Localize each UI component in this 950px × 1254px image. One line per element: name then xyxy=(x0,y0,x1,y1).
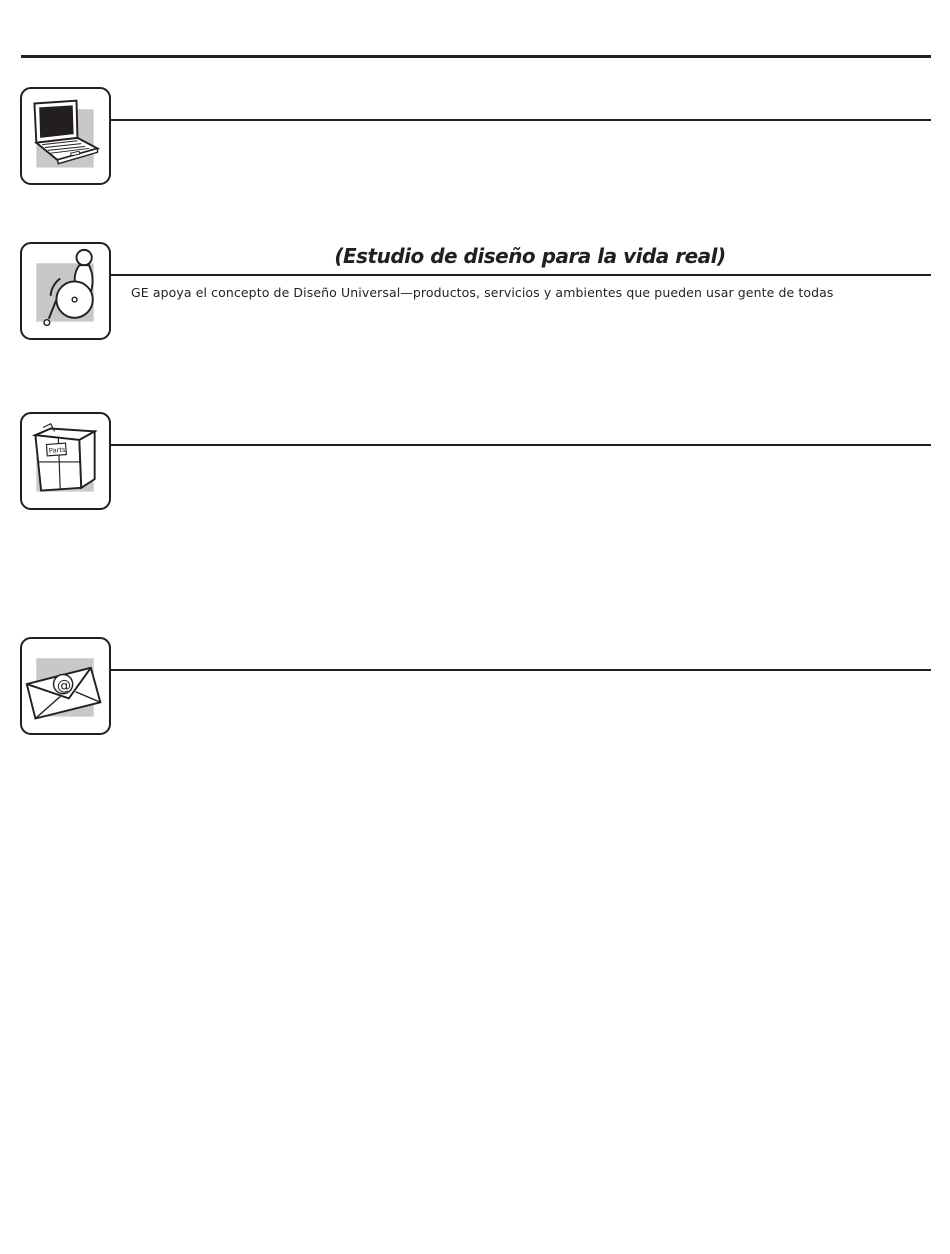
parts-box-icon xyxy=(22,414,109,508)
parts-box-icon-box xyxy=(20,412,111,510)
wheelchair-icon-box xyxy=(20,242,111,340)
section-rule xyxy=(111,119,931,121)
laptop-icon xyxy=(22,89,109,183)
laptop-icon-box xyxy=(20,87,111,185)
wheelchair-icon xyxy=(22,244,109,338)
envelope-at-symbol: @ xyxy=(56,677,72,694)
section-rule xyxy=(111,274,931,276)
section-rule xyxy=(111,669,931,671)
top-rule xyxy=(21,55,931,58)
parts-box-label: Parts xyxy=(48,445,66,455)
section-rule xyxy=(111,444,931,446)
email-envelope-icon-box xyxy=(20,637,111,735)
section-body-text: GE apoya el concepto de Diseño Universal—productos, servicios y ambientes que pueden usar gente de todas xyxy=(131,285,834,300)
section-heading: (Estudio de diseño para la vida real) xyxy=(334,244,726,268)
email-envelope-icon xyxy=(22,639,109,733)
